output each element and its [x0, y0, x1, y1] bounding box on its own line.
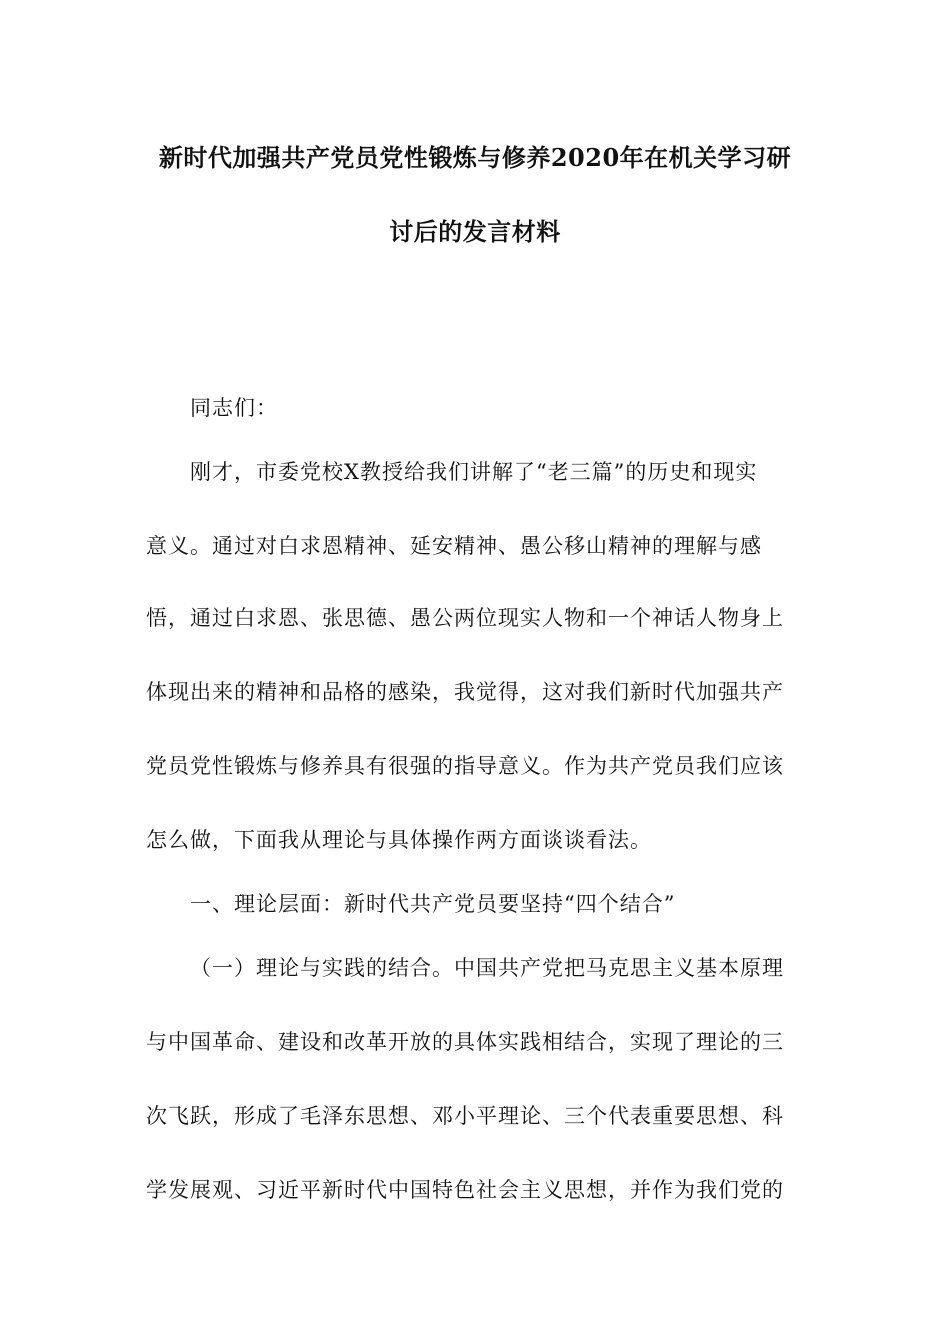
paragraph-line: 悟，通过白求恩、张思德、愚公两位现实人物和一个神话人物身上: [146, 606, 784, 630]
paragraph-line: 意义。通过对白求恩精神、延安精神、愚公移山精神的理解与感: [146, 534, 762, 558]
paragraph-line: 学发展观、习近平新时代中国特色社会主义思想，并作为我们党的: [146, 1178, 784, 1202]
paragraph-line: 刚才，市委党校X教授给我们讲解了“老三篇”的历史和现实: [190, 460, 758, 484]
salutation: 同志们：: [190, 396, 278, 420]
document-title-line-2: 讨后的发言材料: [389, 217, 561, 246]
paragraph-line: 次飞跃，形成了毛泽东思想、邓小平理论、三个代表重要思想、科: [146, 1104, 784, 1128]
paragraph-line: 与中国革命、建设和改革开放的具体实践相结合，实现了理论的三: [146, 1030, 784, 1054]
paragraph-line: 体现出来的精神和品格的感染，我觉得，这对我们新时代加强共产: [146, 680, 784, 704]
document-title-line-1: 新时代加强共产党员党性锻炼与修养2020年在机关学习研: [158, 143, 792, 172]
subsection-line: （一）理论与实践的结合。中国共产党把马克思主义基本原理: [190, 956, 784, 980]
paragraph-line: 党员党性锻炼与修养具有很强的指导意义。作为共产党员我们应该: [146, 754, 784, 778]
section-heading: 一、理论层面：新时代共产党员要坚持“四个结合”: [190, 892, 676, 916]
paragraph-line: 怎么做，下面我从理论与具体操作两方面谈谈看法。: [146, 828, 652, 852]
